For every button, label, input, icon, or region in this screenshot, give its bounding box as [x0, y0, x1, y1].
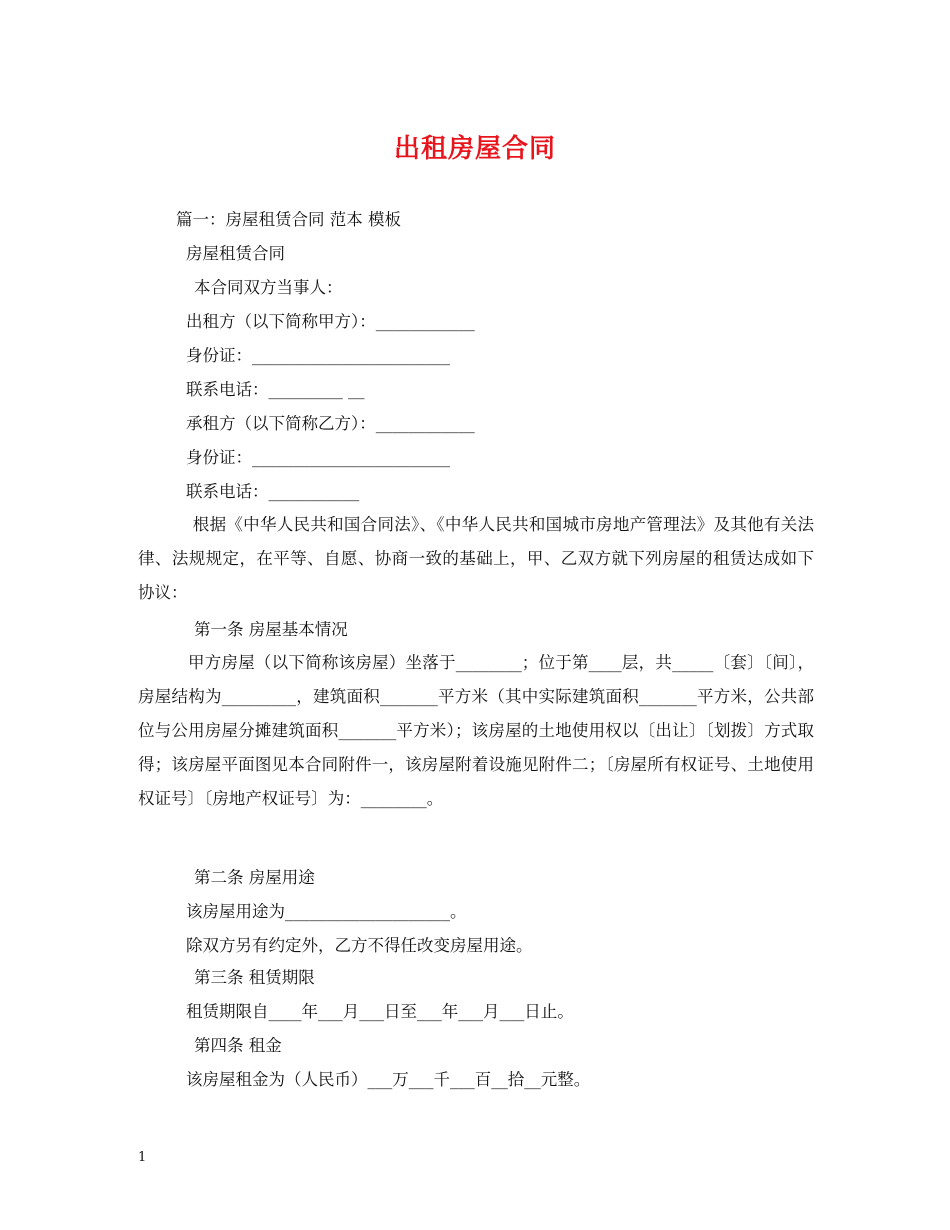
document-title: 出租房屋合同	[393, 134, 556, 164]
page-number: 1	[138, 1150, 147, 1165]
article2-usage: 该房屋用途为____________________。	[186, 902, 467, 921]
lessor-id-field: 身份证：________________________	[186, 346, 450, 365]
lessee-field: 承租方（以下简称乙方）：____________	[186, 414, 475, 433]
article2-title: 第二条 房屋用途	[194, 868, 315, 887]
article1-title: 第一条 房屋基本情况	[194, 620, 348, 639]
article3-title: 第三条 租赁期限	[194, 968, 315, 987]
section-heading: 篇一：房屋租赁合同 范本 模板	[176, 210, 401, 229]
article3-term: 租赁期限自____年___月___日至___年___月___日止。	[186, 1002, 574, 1021]
parties-intro: 本合同双方当事人：	[194, 278, 343, 297]
lessor-field: 出租方（以下简称甲方）：____________	[186, 312, 475, 331]
article4-rent: 该房屋租金为（人民币）___万___千___百__拾__元整。	[186, 1070, 591, 1089]
article2-restriction: 除双方另有约定外，乙方不得任改变房屋用途。	[186, 936, 533, 955]
contract-name: 房屋租赁合同	[186, 244, 285, 263]
basis-paragraph: 根据《中华人民共和国合同法》、《中华人民共和国城市房地产管理法》及其他有关法律、法规规定，在平等、自愿、协商一致的基础上，甲、乙双方就下列房屋的租赁达成如下协议：	[138, 515, 814, 602]
article1-paragraph: 甲方房屋（以下简称该房屋）坐落于________；位于第____层，共_____〔套〕〔间〕，房屋结构为_________，建筑面积_______平方米（其中实际建筑面积_______平方米，公共部位与公用房屋分摊建筑面积_______平方米）；该房屋的土地使用权以〔出让〕〔划拨〕方式取得；该房屋平面图见本合同附件一，该房屋附着设施见附件二；〔房屋所有权证号、土地使用权证号〕〔房地产权证号〕为：________。	[138, 653, 814, 808]
lessee-phone-field: 联系电话：___________	[186, 482, 360, 501]
lessor-phone-field: 联系电话：_________ __	[186, 380, 365, 399]
article4-title: 第四条 租金	[194, 1036, 282, 1055]
lessee-id-field: 身份证：________________________	[186, 448, 450, 467]
